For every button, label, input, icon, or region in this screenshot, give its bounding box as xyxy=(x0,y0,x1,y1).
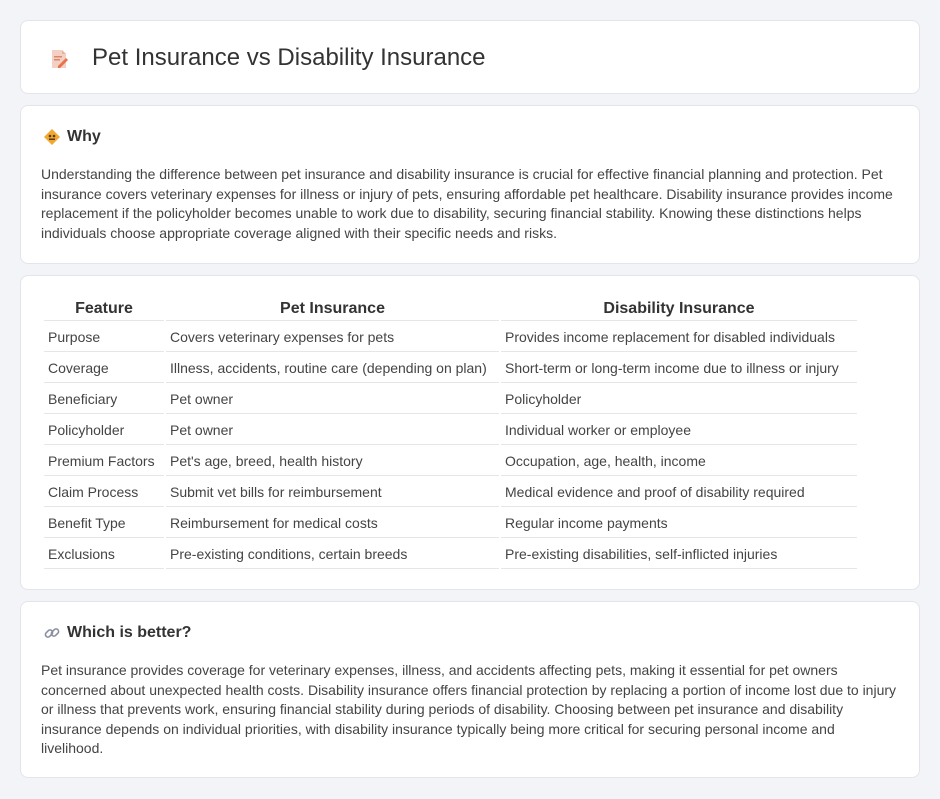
header-pet-insurance: Pet Insurance xyxy=(166,297,499,321)
disability-cell: Occupation, age, health, income xyxy=(501,447,857,476)
table-row xyxy=(44,323,857,352)
table-header-row xyxy=(44,297,857,321)
why-body: Understanding the difference between pet insurance and disability insurance is crucial for effective financial planning and protection. Pet insurance covers veterinary expenses for illness or injury of pets, ensuring affordable pet healthcare. Disability insurance provides income replacement if the policyholder becomes unable to work due to disability, securing financial stability. Knowing these distinctions helps individuals choose appropriate coverage aligned with their specific needs and risks. xyxy=(41,166,893,241)
disability-cell: Pre-existing disabilities, self-inflicted injuries xyxy=(501,540,857,569)
comparison-section xyxy=(20,275,920,590)
pet-cell: Covers veterinary expenses for pets xyxy=(166,323,499,352)
pet-cell: Reimbursement for medical costs xyxy=(166,509,499,538)
pet-cell: Pre-existing conditions, certain breeds xyxy=(166,540,499,569)
feature-cell: Beneficiary xyxy=(44,385,164,414)
feature-cell: Coverage xyxy=(44,354,164,383)
table-row xyxy=(44,354,857,383)
comparison-table xyxy=(42,295,859,571)
header-card xyxy=(20,20,920,94)
table-row xyxy=(44,478,857,507)
link-icon xyxy=(43,624,61,642)
pet-cell: Pet owner xyxy=(166,416,499,445)
better-heading xyxy=(43,624,191,642)
feature-cell: Premium Factors xyxy=(44,447,164,476)
disability-cell: Medical evidence and proof of disability required xyxy=(501,478,857,507)
feature-cell: Purpose xyxy=(44,323,164,352)
disability-cell: Individual worker or employee xyxy=(501,416,857,445)
disability-cell: Short-term or long-term income due to illness or injury xyxy=(501,354,857,383)
feature-cell: Exclusions xyxy=(44,540,164,569)
table-row xyxy=(44,447,857,476)
table-row xyxy=(44,509,857,538)
why-section xyxy=(20,105,920,264)
header-feature: Feature xyxy=(44,297,164,321)
document-pencil-icon xyxy=(47,47,71,71)
feature-cell: Policyholder xyxy=(44,416,164,445)
feature-cell: Benefit Type xyxy=(44,509,164,538)
table-row xyxy=(44,540,857,569)
better-title: Which is better? xyxy=(67,624,192,641)
page-title: Pet Insurance vs Disability Insurance xyxy=(92,44,486,71)
pet-cell: Submit vet bills for reimbursement xyxy=(166,478,499,507)
disability-cell: Regular income payments xyxy=(501,509,857,538)
why-heading xyxy=(43,128,101,146)
bulb-diamond-icon xyxy=(43,128,61,146)
pet-cell: Pet owner xyxy=(166,385,499,414)
pet-cell: Pet's age, breed, health history xyxy=(166,447,499,476)
table-row xyxy=(44,416,857,445)
feature-cell: Claim Process xyxy=(44,478,164,507)
header-disability-insurance: Disability Insurance xyxy=(501,297,857,321)
pet-cell: Illness, accidents, routine care (depending on plan) xyxy=(166,354,499,383)
disability-cell: Provides income replacement for disabled individuals xyxy=(501,323,857,352)
disability-cell: Policyholder xyxy=(501,385,857,414)
why-title: Why xyxy=(67,128,101,145)
which-is-better-section xyxy=(20,601,920,778)
table-row xyxy=(44,385,857,414)
better-body: Pet insurance provides coverage for veterinary expenses, illness, and accidents affecting pets, making it essential for pet owners concerned about unexpected health costs. Disability insurance offers financial protection by replacing a portion of income lost due to injury or illness that prevents work, ensuring financial stability during periods of disability. Choosing between pet insurance and disability insurance depends on individual priorities, with disability insurance typically being more critical for securing personal income and livelihood. xyxy=(41,662,897,757)
